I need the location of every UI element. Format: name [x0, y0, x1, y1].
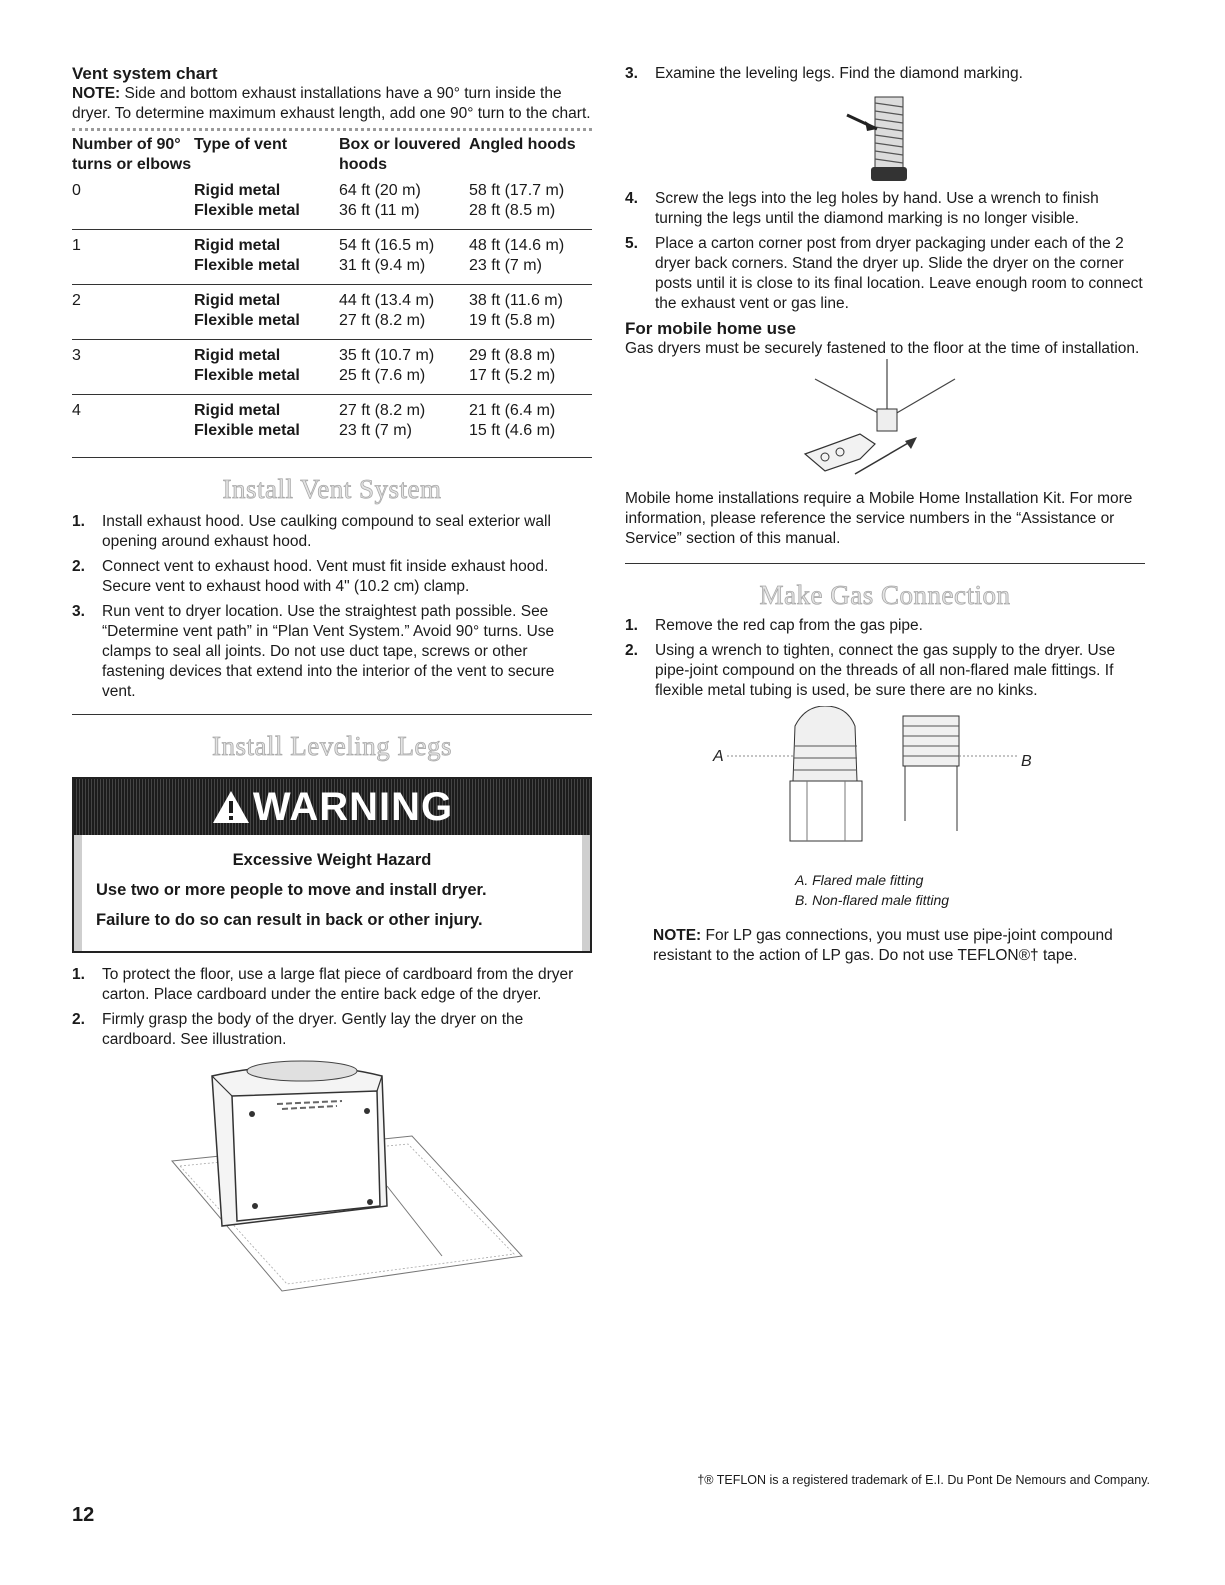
- install-legs-title: Install Leveling Legs: [212, 731, 452, 761]
- table-row: [72, 230, 592, 285]
- cell-turns: 2: [72, 285, 194, 340]
- cell-box-hoods: 54 ft (16.5 m) 31 ft (9.4 m): [339, 230, 469, 285]
- list-item: 4. Screw the legs into the leg holes by hand. Use a wrench to finish turning the legs until the diamond marking is no longer visible.: [625, 190, 1099, 227]
- header-turns: Number of 90° turns or elbows: [72, 136, 192, 173]
- table-row: [72, 395, 592, 450]
- vent-system-table: [72, 135, 592, 449]
- warning-body: [74, 835, 590, 951]
- note-text: For LP gas connections, you must use pipe-joint compound resistant to the action of LP gas. Do not use TEFLON®† tape.: [653, 927, 1113, 964]
- gas-connection-title: Make Gas Connection: [759, 580, 1011, 610]
- cell-box-hoods: 64 ft (20 m) 36 ft (11 m): [339, 175, 469, 230]
- gas-fittings-illustration: [625, 706, 1145, 866]
- fittings-captions: [625, 870, 1145, 910]
- warning-header: [74, 779, 590, 835]
- right-column: [625, 64, 1145, 966]
- label-a: A: [713, 748, 724, 765]
- install-legs-steps: [72, 965, 592, 1050]
- warning-triangle-icon: [211, 789, 251, 825]
- note-text: Side and bottom exhaust installations have a 90° turn inside the dryer. To determine maximum exhaust length, add one 90° turn to the chart.: [72, 85, 591, 122]
- mobile-home-text: Gas dryers must be securely fastened to the floor at the time of installation.: [625, 340, 1140, 357]
- mobile-home-title: For mobile home use: [625, 319, 796, 338]
- dryer-on-cardboard-illustration: [112, 1056, 552, 1296]
- vent-chart-note: [72, 84, 592, 124]
- cell-box-hoods: 27 ft (8.2 m) 23 ft (7 m): [339, 402, 426, 439]
- section-divider: [72, 714, 592, 715]
- cell-vent-type: Rigid metal Flexible metal: [194, 230, 339, 285]
- cell-angled-hoods: 48 ft (14.6 m) 23 ft (7 m): [469, 230, 592, 285]
- teflon-footnote: †® TEFLON is a registered trademark of E.I. Du Pont De Nemours and Company.: [697, 1473, 1150, 1487]
- caption-a: A. Flared male fitting: [795, 872, 924, 888]
- warning-box: [72, 777, 592, 953]
- page-number: 12: [72, 1504, 95, 1526]
- cell-box-hoods: 44 ft (13.4 m) 27 ft (8.2 m): [339, 285, 469, 340]
- header-box-hoods: Box or louvered hoods: [339, 136, 461, 173]
- list-item: 2. Connect vent to exhaust hood. Vent must fit inside exhaust hood. Secure vent to exhaust hood with 4" (10.2 cm) clamp.: [72, 558, 549, 595]
- cell-turns: 3: [72, 340, 194, 395]
- mobile-home-kit-text: Mobile home installations require a Mobile Home Installation Kit. For more information, please reference the service numbers in the “Assistance or Service” section of this manual.: [625, 490, 1133, 547]
- cell-turns: 4: [72, 402, 81, 419]
- gas-connection-steps: [625, 616, 1145, 701]
- header-angled-hoods: Angled hoods: [469, 136, 576, 153]
- warning-line-1: Use two or more people to move and install dryer.: [96, 881, 487, 899]
- list-item: 2. Using a wrench to tighten, connect the gas supply to the dryer. Use pipe-joint compound on the threads of all non-flared male fittings. If flexible metal tubing is used, be sure there are no kinks.: [625, 642, 1116, 699]
- label-b: B: [1021, 753, 1032, 770]
- table-header-row: [72, 135, 592, 175]
- list-item: 1. Install exhaust hood. Use caulking compound to seal exterior wall opening around exhaust hood.: [72, 513, 551, 550]
- warning-hazard: Excessive Weight Hazard: [232, 851, 432, 869]
- cell-vent-type: Rigid metal Flexible metal: [194, 340, 339, 395]
- section-divider: [625, 563, 1145, 564]
- cell-vent-type: Rigid metal Flexible metal: [194, 402, 300, 439]
- list-item: 1. Remove the red cap from the gas pipe.: [625, 617, 923, 634]
- leveling-leg-illustration: [625, 89, 1145, 189]
- note-label: NOTE:: [72, 85, 121, 102]
- caption-b: B. Non-flared male fitting: [795, 892, 950, 908]
- cell-angled-hoods: 21 ft (6.4 m) 15 ft (4.6 m): [469, 402, 556, 439]
- install-vent-steps: [72, 512, 592, 702]
- list-item: 3. Run vent to dryer location. Use the straightest path possible. See “Determine vent path” in “Plan Vent System.” Avoid 90° turns. Use clamps to seal all joints. Do not use duct tape, screws or other fastening devices that extend into the interior of the vent to secure vent.: [72, 603, 555, 700]
- list-item: 2. Firmly grasp the body of the dryer. Gently lay the dryer on the cardboard. See illustration.: [72, 1011, 524, 1048]
- note-label: NOTE:: [653, 927, 702, 944]
- cell-vent-type: Rigid metal Flexible metal: [194, 175, 339, 230]
- leveling-steps-continued: [625, 64, 1145, 84]
- leveling-steps-4-5: [625, 189, 1145, 314]
- install-vent-title: Install Vent System: [222, 474, 442, 504]
- table-top-divider: [72, 128, 592, 131]
- list-item: 5. Place a carton corner post from dryer packaging under each of the 2 dryer back corners. Stand the dryer up. Slide the dryer on the corner posts until it is close to its final location. Leave enough room to connect the exhaust vent or gas line.: [625, 235, 1143, 312]
- table-row: [72, 285, 592, 340]
- cell-vent-type: Rigid metal Flexible metal: [194, 285, 339, 340]
- section-divider: [72, 457, 592, 458]
- mobile-home-bracket-illustration: [625, 359, 1145, 489]
- cell-turns: 0: [72, 175, 194, 230]
- list-item: 1. To protect the floor, use a large flat piece of cardboard from the dryer carton. Place cardboard under the entire back edge of the dryer.: [72, 966, 574, 1003]
- cell-turns: 1: [72, 230, 194, 285]
- cell-angled-hoods: 29 ft (8.8 m) 17 ft (5.2 m): [469, 340, 592, 395]
- left-column: [72, 64, 592, 1296]
- cell-box-hoods: 35 ft (10.7 m) 25 ft (7.6 m): [339, 340, 469, 395]
- warning-line-2: Failure to do so can result in back or other injury.: [96, 911, 483, 929]
- lp-gas-note: [625, 926, 1145, 966]
- table-row: [72, 340, 592, 395]
- vent-chart-title: Vent system chart: [72, 64, 218, 83]
- warning-label: WARNING: [252, 785, 454, 829]
- cell-angled-hoods: 38 ft (11.6 m) 19 ft (5.8 m): [469, 285, 592, 340]
- table-row: [72, 175, 592, 230]
- header-vent-type: Type of vent: [194, 136, 288, 153]
- cell-angled-hoods: 58 ft (17.7 m) 28 ft (8.5 m): [469, 175, 592, 230]
- list-item: 3. Examine the leveling legs. Find the diamond marking.: [625, 65, 1023, 82]
